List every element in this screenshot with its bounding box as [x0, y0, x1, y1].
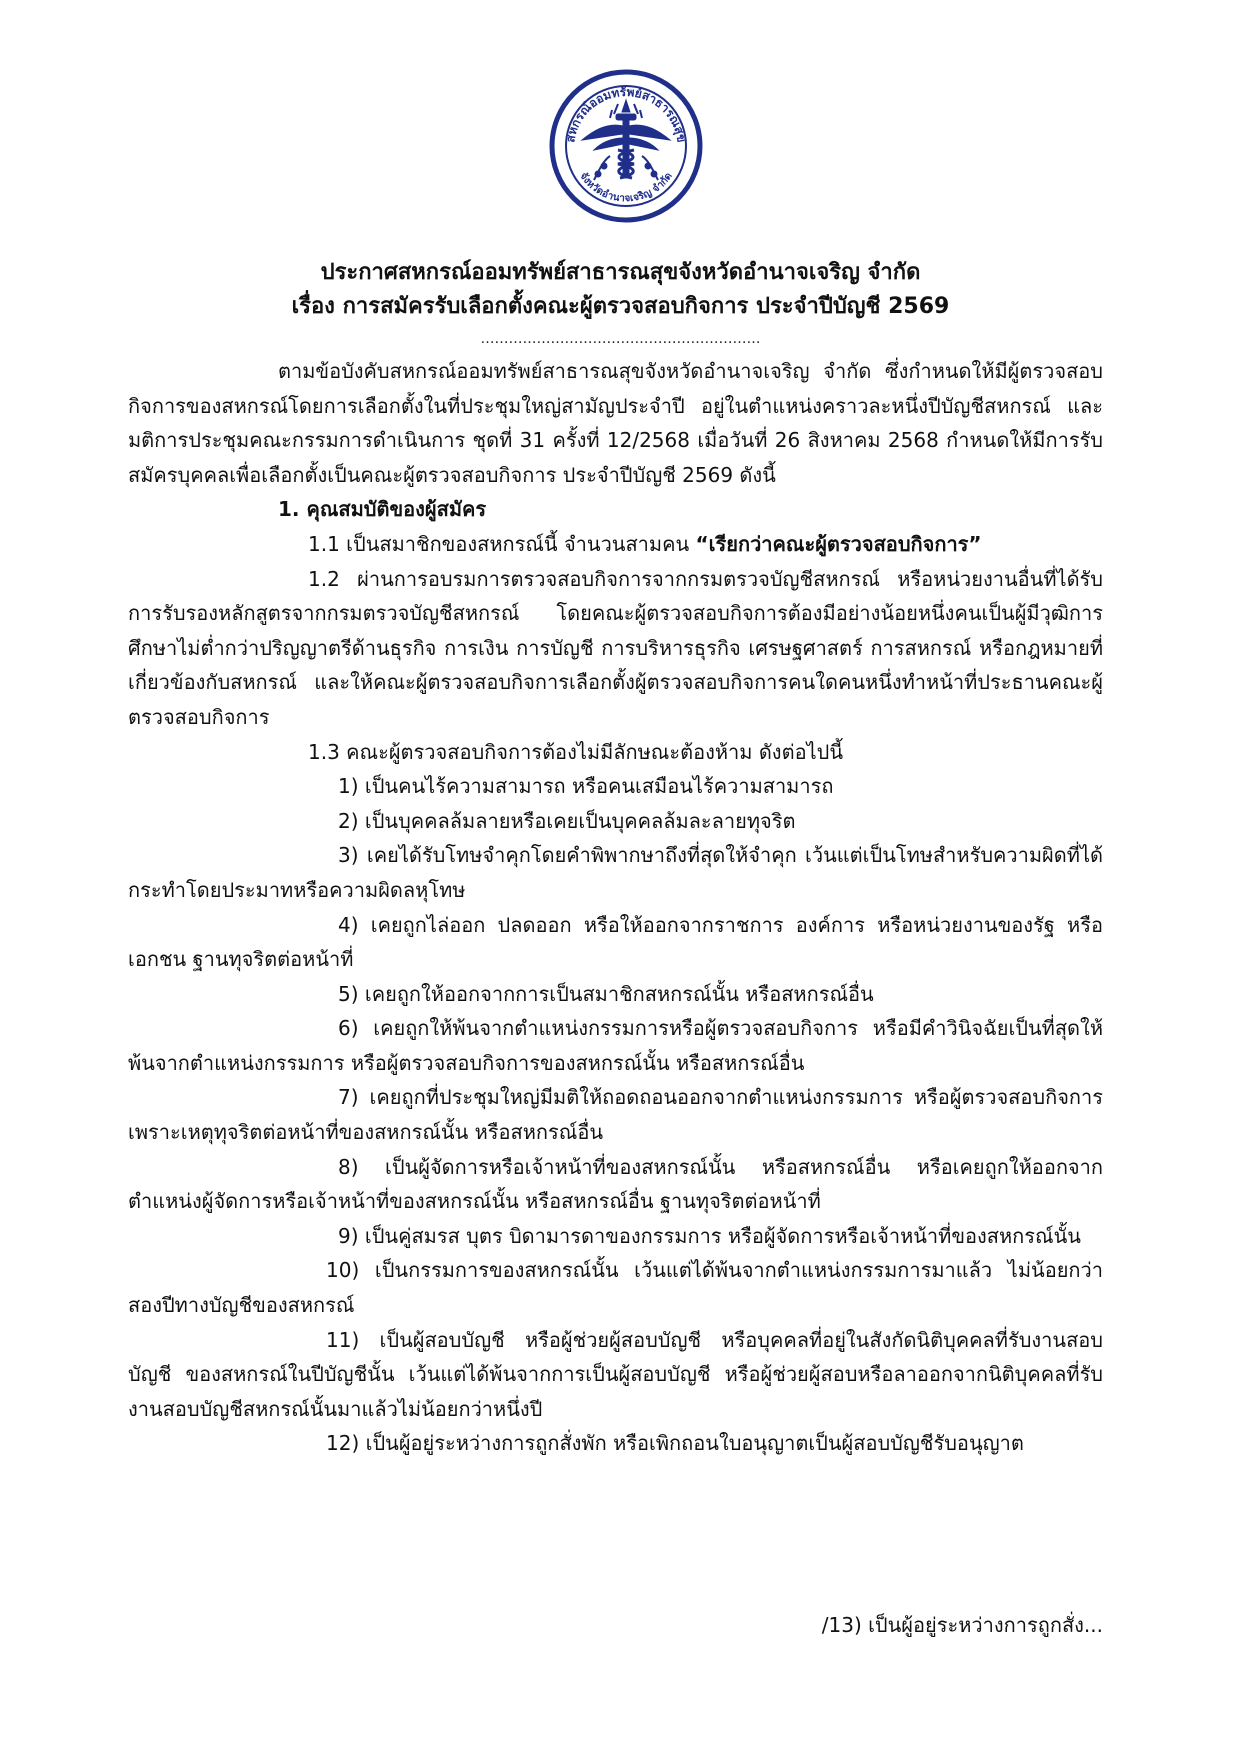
item-1-3: 1.3 คณะผู้ตรวจสอบกิจการต้องไม่มีลักษณะต้องห้าม ดังต่อไปนี้ [308, 739, 843, 764]
title-separator: …………………………………………………… [480, 331, 761, 347]
prohibition-item: 2) เป็นบุคคลล้มลายหรือเคยเป็นบุคคลล้มละลายทุจริต [338, 808, 796, 833]
item-1-1-text: 1.1 เป็นสมาชิกของสหกรณ์นี้ จำนวนสามคน [308, 531, 690, 556]
announcement-title: ประกาศสหกรณ์ออมทรัพย์สาธารณสุขจังหวัดอำนาจเจริญ จำกัด [320, 260, 921, 285]
prohibition-item: 4) เคยถูกไล่ออก ปลดออก หรือให้ออกจากราชการ องค์การ หรือหน่วยงานของรัฐ หรือเอกชน ฐานทุจริตต่อหน้าที่ [128, 912, 1103, 972]
section-heading: 1. คุณสมบัติของผู้สมัคร [278, 497, 487, 522]
prohibition-item: 1) เป็นคนไร้ความสามารถ หรือคนเสมือนไร้ความสามารถ [338, 774, 834, 799]
prohibition-item: 12) เป็นผู้อยู่ระหว่างการถูกสั่งพัก หรือเพิกถอนใบอนุญาตเป็นผู้สอบบัญชีรับอนุญาต [326, 1431, 1024, 1456]
torch-emblem-icon [582, 100, 670, 180]
prohibition-item: 6) เคยถูกให้พ้นจากตำแหน่งกรรมการหรือผู้ตรวจสอบกิจการ หรือมีคำวินิจฉัยเป็นที่สุดให้พ้นจากตำแหน่งกรรมการ หรือผู้ตรวจสอบกิจการของสหกรณ์นั้น หรือสหกรณ์อื่น [128, 1016, 1103, 1075]
item-1-1-emphasis: “เรียกว่าคณะผู้ตรวจสอบกิจการ” [695, 531, 982, 556]
item-1-1 [128, 527, 1103, 562]
prohibition-item: 9) เป็นคู่สมรส บุตร บิดามารดาของกรรมการ หรือผู้จัดการหรือเจ้าหน้าที่ของสหกรณ์นั้น [338, 1223, 1081, 1248]
logo-bottom-text: จังหวัดอำนาจเจริญ จำกัด [577, 170, 675, 205]
item-1-2: 1.2 ผ่านการอบรมการตรวจสอบกิจการจากกรมตรวจบัญชีสหกรณ์ หรือหน่วยงานอื่นที่ได้รับการรับรองหลักสูตรจากกรมตรวจบัญชีสหกรณ์ โดยคณะผู้ตรวจสอบกิจการต้องมีอย่างน้อยหนึ่งคนเป็นผู้มีวุฒิการศึกษาไม่ต่ำกว่าปริญญาตรีด้านธุรกิจ การเงิน การบัญชี การบริหารธุรกิจ เศรษฐศาสตร์ การสหกรณ์ หรือกฎหมายที่เกี่ยวข้องกับสหกรณ์ และให้คณะผู้ตรวจสอบกิจการเลือกตั้งผู้ตรวจสอบกิจการคนใดคนหนึ่งทำหน้าที่ประธานคณะผู้ตรวจสอบกิจการ [128, 566, 1103, 729]
logo-top-text: สหกรณ์ออมทรัพย์สาธารณสุข [563, 84, 689, 144]
announcement-subject: เรื่อง การสมัครรับเลือกตั้งคณะผู้ตรวจสอบกิจการ ประจำปีบัญชี 2569 [291, 294, 950, 319]
page-continuation: /13) เป็นผู้อยู่ระหว่างการถูกสั่ง... [821, 1613, 1103, 1637]
prohibition-item: 5) เคยถูกให้ออกจากการเป็นสมาชิกสหกรณ์นั้น หรือสหกรณ์อื่น [338, 981, 874, 1006]
prohibition-item: 10) เป็นกรรมการของสหกรณ์นั้น เว้นแต่ได้พ้นจากตำแหน่งกรรมการมาแล้ว ไม่น้อยกว่าสองปีทางบัญชีของสหกรณ์ [128, 1258, 1103, 1318]
announcement-body [128, 354, 1103, 1461]
prohibition-item: 3) เคยได้รับโทษจำคุกโดยคำพิพากษาถึงที่สุดให้จำคุก เว้นแต่เป็นโทษสำหรับความผิดที่ได้กระทำโดยประมาทหรือความผิดลหุโทษ [128, 843, 1103, 902]
prohibition-item: 8) เป็นผู้จัดการหรือเจ้าหน้าที่ของสหกรณ์นั้น หรือสหกรณ์อื่น หรือเคยถูกให้ออกจากตำแหน่งผู้จัดการหรือเจ้าหน้าที่ของสหกรณ์นั้น หรือสหกรณ์อื่น ฐานทุจริตต่อหน้าที่ [128, 1154, 1103, 1214]
cooperative-seal-icon [548, 60, 704, 226]
prohibition-item: 11) เป็นผู้สอบบัญชี หรือผู้ช่วยผู้สอบบัญชี หรือบุคคลที่อยู่ในสังกัดนิติบุคคลที่รับงานสอบบัญชี ของสหกรณ์ในปีบัญชีนั้น เว้นแต่ได้พ้นจากการเป็นผู้สอบบัญชี หรือผู้ช่วยผู้สอบหรือลาออกจากนิติบุคคลที่รับงานสอบบัญชีสหกรณ์นั้นมาแล้วไม่น้อยกว่าหนึ่งปี [128, 1327, 1103, 1421]
prohibition-item: 7) เคยถูกที่ประชุมใหญ่มีมติให้ถอดถอนออกจากตำแหน่งกรรมการ หรือผู้ตรวจสอบกิจการ เพราะเหตุทุจริตต่อหน้าที่ของสหกรณ์นั้น หรือสหกรณ์อื่น [128, 1085, 1103, 1145]
cooperative-logo [548, 60, 704, 226]
intro-paragraph: ตามข้อบังคับสหกรณ์ออมทรัพย์สาธารณสุขจังหวัดอำนาจเจริญ จำกัด ซึ่งกำหนดให้มีผู้ตรวจสอบกิจการของสหกรณ์โดยการเลือกตั้งในที่ประชุมใหญ่สามัญประจำปี อยู่ในตำแหน่งคราวละหนึ่งปีบัญชีสหกรณ์ และมติการประชุมคณะกรรมการดำเนินการ ชุดที่ 31 ครั้งที่ 12/2568 เมื่อวันที่ 26 สิงหาคม 2568 กำหนดให้มีการรับสมัครบุคคลเพื่อเลือกตั้งเป็นคณะผู้ตรวจสอบกิจการ ประจำปีบัญชี 2569 ดังนี้ [128, 359, 1103, 487]
